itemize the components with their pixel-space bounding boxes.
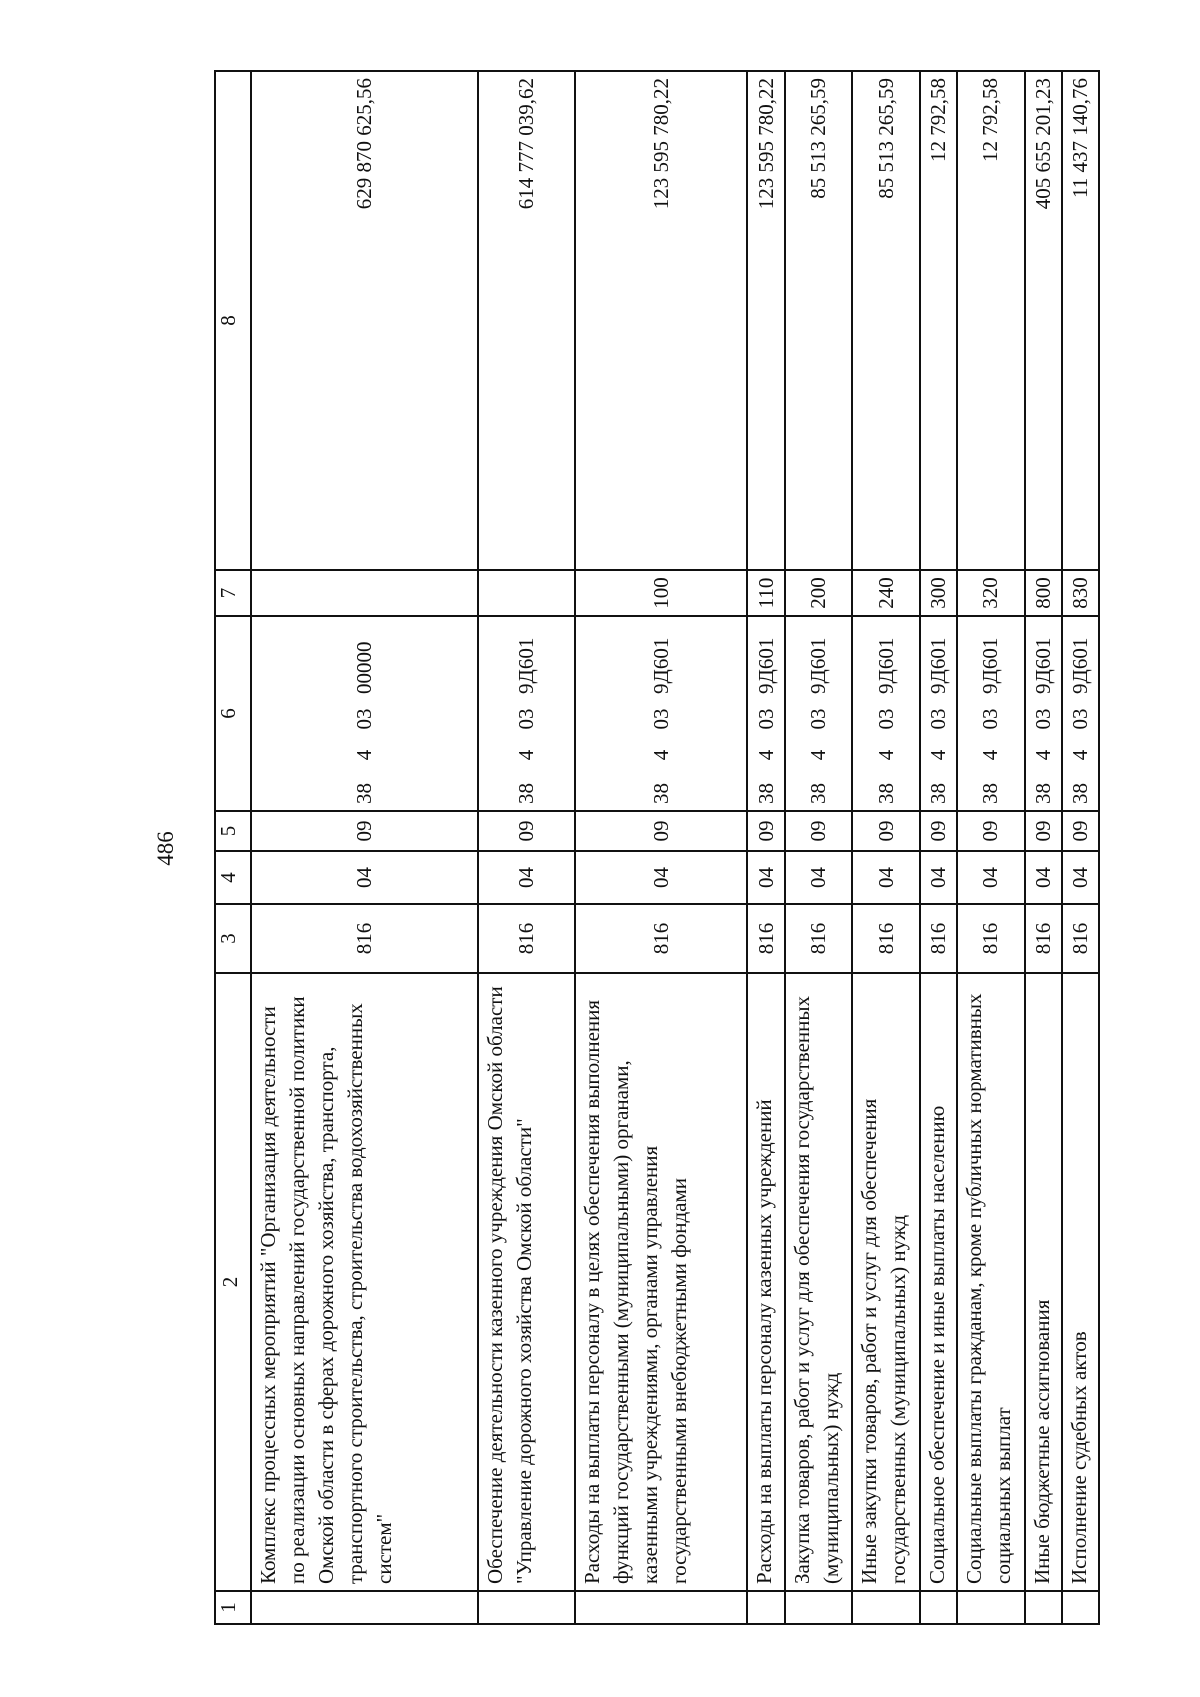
csr-part-4: 9Д601 <box>873 637 898 694</box>
csr-part-2: 4 <box>513 749 538 761</box>
row-rz: 04 <box>251 851 478 904</box>
row-pr: 09 <box>747 811 784 851</box>
csr-part-1: 38 <box>978 783 1003 804</box>
row-csr <box>957 616 1025 811</box>
csr-code <box>924 617 953 810</box>
header-col8: 8 <box>215 71 251 570</box>
csr-code <box>872 617 901 810</box>
header-col5: 5 <box>215 811 251 851</box>
row-csr <box>1025 616 1062 811</box>
row-grbs: 816 <box>1025 904 1062 973</box>
csr-part-3: 03 <box>513 708 538 730</box>
row-name: Социальное обеспечение и иные выплаты населению <box>920 973 957 1591</box>
row-grbs: 816 <box>1062 904 1099 973</box>
table-row <box>852 71 920 1624</box>
row-grbs: 816 <box>785 904 853 973</box>
csr-code <box>804 617 833 810</box>
row-col1 <box>478 1591 575 1624</box>
row-pr: 09 <box>920 811 957 851</box>
csr-part-1: 38 <box>513 783 538 804</box>
row-pr: 09 <box>957 811 1025 851</box>
row-col1 <box>852 1591 920 1624</box>
row-vr: 320 <box>957 570 1025 616</box>
row-csr <box>747 616 784 811</box>
csr-part-2: 4 <box>926 749 951 761</box>
row-amount: 12 792,58 <box>957 71 1025 570</box>
row-csr <box>852 616 920 811</box>
table-row <box>251 71 478 1624</box>
row-name: Социальные выплаты гражданам, кроме публичных нормативных социальных выплат <box>957 973 1025 1591</box>
header-col6: 6 <box>215 616 251 811</box>
row-name: Иные закупки товаров, работ и услуг для обеспечения государственных (муниципальных) нужд <box>852 973 920 1591</box>
row-amount: 123 595 780,22 <box>575 71 748 570</box>
csr-part-4: 9Д601 <box>513 637 538 694</box>
csr-code <box>976 617 1005 810</box>
row-col1 <box>957 1591 1025 1624</box>
row-vr: 300 <box>920 570 957 616</box>
row-amount: 405 655 201,23 <box>1025 71 1062 570</box>
header-col4: 4 <box>215 851 251 904</box>
row-pr: 09 <box>785 811 853 851</box>
csr-part-1: 38 <box>926 783 951 804</box>
table-row <box>747 71 784 1624</box>
row-grbs: 816 <box>747 904 784 973</box>
row-col1 <box>1025 1591 1062 1624</box>
row-name: Расходы на выплаты персоналу в целях обеспечения выполнения функций государственными (муниципальными) органами, казенными учреждениями, органами управления государственными внебюджетными фондами <box>575 973 748 1591</box>
header-row <box>215 71 251 1624</box>
csr-part-3: 03 <box>753 708 778 730</box>
csr-part-1: 38 <box>1030 783 1055 804</box>
row-rz: 04 <box>957 851 1025 904</box>
csr-part-1: 38 <box>805 783 830 804</box>
row-grbs: 816 <box>251 904 478 973</box>
row-col1 <box>1062 1591 1099 1624</box>
row-grbs: 816 <box>852 904 920 973</box>
table-row <box>1025 71 1062 1624</box>
table-row <box>957 71 1025 1624</box>
csr-part-2: 4 <box>978 749 1003 761</box>
csr-part-2: 4 <box>1030 749 1055 761</box>
row-rz: 04 <box>852 851 920 904</box>
row-name: Закупка товаров, работ и услуг для обеспечения государственных (муниципальных) нужд <box>785 973 853 1591</box>
row-col1 <box>251 1591 478 1624</box>
row-name: Комплекс процессных мероприятий "Организация деятельности по реализации основных направлений государственной политики Омской области в сферах дорожного хозяйства, транспорта, транспортного строительства, строительства водохозяйственных систем" <box>251 973 478 1591</box>
csr-part-3: 03 <box>1067 708 1092 730</box>
csr-code <box>512 617 541 810</box>
csr-part-2: 4 <box>753 749 778 761</box>
row-rz: 04 <box>785 851 853 904</box>
header-col3: 3 <box>215 904 251 973</box>
table-row <box>1062 71 1099 1624</box>
row-pr: 09 <box>852 811 920 851</box>
csr-part-4: 9Д601 <box>753 637 778 694</box>
csr-part-4: 9Д601 <box>805 637 830 694</box>
row-amount: 614 777 039,62 <box>478 71 575 570</box>
row-col1 <box>785 1591 853 1624</box>
row-pr: 09 <box>478 811 575 851</box>
page-number: 486 <box>153 831 178 866</box>
csr-part-4: 00000 <box>351 641 376 694</box>
row-csr <box>920 616 957 811</box>
row-pr: 09 <box>1025 811 1062 851</box>
row-grbs: 816 <box>957 904 1025 973</box>
csr-code <box>350 617 379 810</box>
budget-table <box>214 70 1100 1625</box>
row-vr <box>478 570 575 616</box>
row-amount: 12 792,58 <box>920 71 957 570</box>
csr-part-3: 03 <box>648 708 673 730</box>
csr-part-1: 38 <box>753 783 778 804</box>
row-amount: 85 513 265,59 <box>785 71 853 570</box>
csr-part-3: 03 <box>926 708 951 730</box>
csr-part-2: 4 <box>873 749 898 761</box>
row-csr <box>575 616 748 811</box>
row-grbs: 816 <box>920 904 957 973</box>
table-row <box>575 71 748 1624</box>
header-col7: 7 <box>215 570 251 616</box>
csr-part-4: 9Д601 <box>1030 637 1055 694</box>
csr-part-1: 38 <box>648 783 673 804</box>
row-csr <box>785 616 853 811</box>
csr-part-1: 38 <box>873 783 898 804</box>
csr-part-4: 9Д601 <box>1067 637 1092 694</box>
row-vr: 240 <box>852 570 920 616</box>
csr-part-2: 4 <box>351 749 376 761</box>
csr-part-3: 03 <box>978 708 1003 730</box>
csr-part-3: 03 <box>873 708 898 730</box>
csr-part-4: 9Д601 <box>978 637 1003 694</box>
csr-part-2: 4 <box>1067 749 1092 761</box>
csr-part-2: 4 <box>805 749 830 761</box>
row-pr: 09 <box>575 811 748 851</box>
row-amount: 85 513 265,59 <box>852 71 920 570</box>
table-row <box>478 71 575 1624</box>
csr-part-2: 4 <box>648 749 673 761</box>
csr-part-3: 03 <box>805 708 830 730</box>
row-vr: 800 <box>1025 570 1062 616</box>
row-vr: 830 <box>1062 570 1099 616</box>
row-csr <box>478 616 575 811</box>
csr-part-1: 38 <box>351 783 376 804</box>
csr-code <box>752 617 781 810</box>
csr-part-4: 9Д601 <box>926 637 951 694</box>
csr-code <box>1066 617 1095 810</box>
csr-code <box>1029 617 1058 810</box>
rotated-page <box>146 72 1100 1625</box>
csr-part-3: 03 <box>351 708 376 730</box>
row-grbs: 816 <box>575 904 748 973</box>
row-pr: 09 <box>1062 811 1099 851</box>
row-rz: 04 <box>478 851 575 904</box>
row-col1 <box>747 1591 784 1624</box>
csr-code <box>647 617 676 810</box>
row-grbs: 816 <box>478 904 575 973</box>
csr-part-3: 03 <box>1030 708 1055 730</box>
row-name: Иные бюджетные ассигнования <box>1025 973 1062 1591</box>
row-amount: 11 437 140,76 <box>1062 71 1099 570</box>
row-name: Исполнение судебных актов <box>1062 973 1099 1591</box>
row-name: Обеспечение деятельности казенного учреждения Омской области "Управление дорожного хозяйства Омской области" <box>478 973 575 1591</box>
row-rz: 04 <box>1062 851 1099 904</box>
row-col1 <box>920 1591 957 1624</box>
row-pr: 09 <box>251 811 478 851</box>
row-vr: 200 <box>785 570 853 616</box>
csr-part-1: 38 <box>1067 783 1092 804</box>
row-rz: 04 <box>575 851 748 904</box>
header-col2: 2 <box>215 973 251 1591</box>
header-col1: 1 <box>215 1591 251 1624</box>
row-vr: 110 <box>747 570 784 616</box>
csr-part-4: 9Д601 <box>648 637 673 694</box>
row-col1 <box>575 1591 748 1624</box>
row-amount: 629 870 625,56 <box>251 71 478 570</box>
row-rz: 04 <box>1025 851 1062 904</box>
table-row <box>785 71 853 1624</box>
row-vr: 100 <box>575 570 748 616</box>
row-rz: 04 <box>920 851 957 904</box>
row-name: Расходы на выплаты персоналу казенных учреждений <box>747 973 784 1591</box>
table-row <box>920 71 957 1624</box>
row-vr <box>251 570 478 616</box>
row-rz: 04 <box>747 851 784 904</box>
row-csr <box>1062 616 1099 811</box>
row-csr <box>251 616 478 811</box>
row-amount: 123 595 780,22 <box>747 71 784 570</box>
